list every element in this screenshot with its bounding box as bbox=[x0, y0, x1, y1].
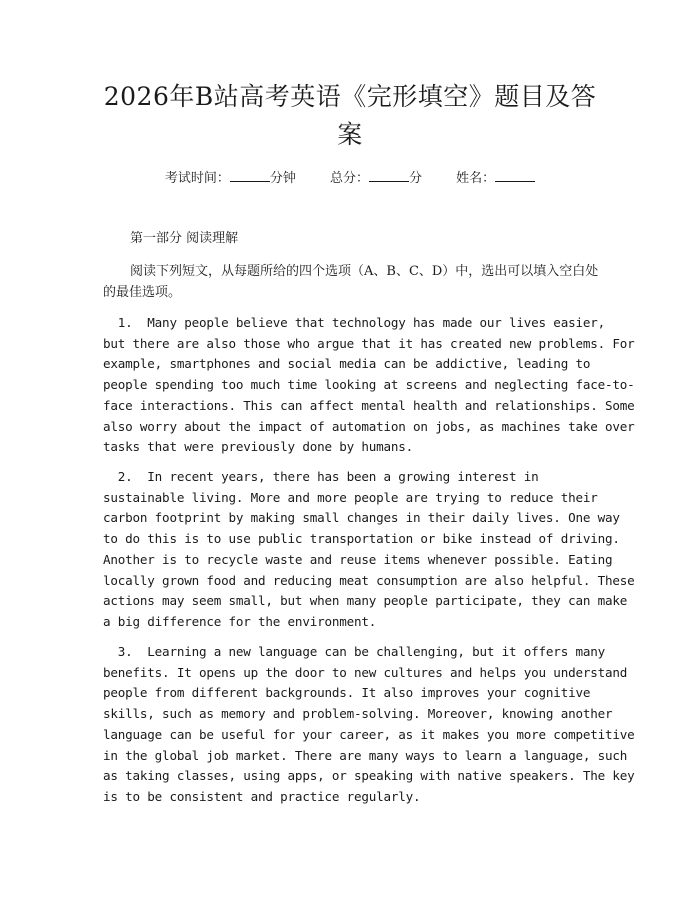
title-line-1: 2026年B站高考英语《完形填空》题目及答 bbox=[103, 82, 597, 111]
exam-time-unit: 分钟 bbox=[269, 171, 296, 186]
title-line-2: 案 bbox=[337, 120, 363, 149]
passage-line: language can be useful for your career, as it makes you more competitive bbox=[103, 726, 635, 742]
passage-line: tasks that were previously done by humans. bbox=[103, 439, 414, 455]
passage-line: skills, such as memory and problem-solving. Moreover, knowing another bbox=[103, 706, 613, 722]
passage-line: people spending too much time looking at screens and neglecting face-to- bbox=[103, 377, 635, 393]
exam-info-line bbox=[0, 168, 700, 188]
passage-line: benefits. It opens up the door to new cultures and helps you understand bbox=[103, 664, 628, 680]
passage-line: but there are also those who argue that it has created new problems. For bbox=[103, 335, 635, 351]
instructions-paragraph: 阅读下列短文，从每题所给的四个选项（A、B、C、D）中，选出可以填入空白处的最佳选项。 bbox=[103, 264, 599, 300]
passage-3 bbox=[103, 642, 635, 808]
passage-line: as taking classes, using apps, or speaking with native speakers. The key bbox=[103, 768, 635, 784]
exam-time-label: 考试时间： bbox=[164, 171, 230, 186]
total-score-unit: 分 bbox=[409, 171, 423, 186]
passage-line: locally grown food and reducing meat consumption are also helpful. These bbox=[103, 572, 635, 588]
passage-line: 1. Many people believe that technology has made our lives easier, bbox=[103, 315, 605, 330]
passage-line: in the global job market. There are many ways to learn a language, such bbox=[103, 747, 628, 763]
document-title bbox=[95, 78, 605, 154]
passage-line: example, smartphones and social media can be addictive, leading to bbox=[103, 356, 591, 372]
passage-line: also worry about the impact of automation on jobs, as machines take over bbox=[103, 418, 635, 434]
student-name-field bbox=[456, 168, 535, 188]
passage-line: carbon footprint by making small changes in their daily lives. One way bbox=[103, 510, 620, 526]
exam-time-field bbox=[165, 168, 296, 188]
total-score-field bbox=[330, 168, 422, 188]
passage-1 bbox=[103, 313, 635, 458]
total-score-blank bbox=[369, 168, 409, 182]
passage-line: people from different backgrounds. It also improves your cognitive bbox=[103, 685, 591, 701]
passage-line: to do this is to use public transportation or bike instead of driving. bbox=[103, 531, 620, 547]
total-score-label: 总分： bbox=[329, 171, 369, 186]
passage-line: Another is to recycle waste and reuse items whenever possible. Eating bbox=[103, 551, 613, 567]
passage-line: is to be consistent and practice regularly. bbox=[103, 788, 421, 804]
student-name-label: 姓名： bbox=[456, 171, 496, 186]
passage-line: a big difference for the environment. bbox=[103, 613, 377, 629]
passage-2 bbox=[103, 467, 635, 633]
section-heading: 第一部分 阅读理解 bbox=[130, 231, 239, 246]
passage-line: 3. Learning a new language can be challenging, but it offers many bbox=[103, 644, 605, 659]
passage-line: actions may seem small, but when many people participate, they can make bbox=[103, 593, 628, 609]
passage-line: face interactions. This can affect mental health and relationships. Some bbox=[103, 397, 635, 413]
exam-time-blank bbox=[230, 168, 270, 182]
student-name-blank bbox=[495, 168, 535, 182]
passage-line: sustainable living. More and more people are trying to reduce their bbox=[103, 489, 598, 505]
passage-line: 2. In recent years, there has been a growing interest in bbox=[103, 469, 539, 484]
